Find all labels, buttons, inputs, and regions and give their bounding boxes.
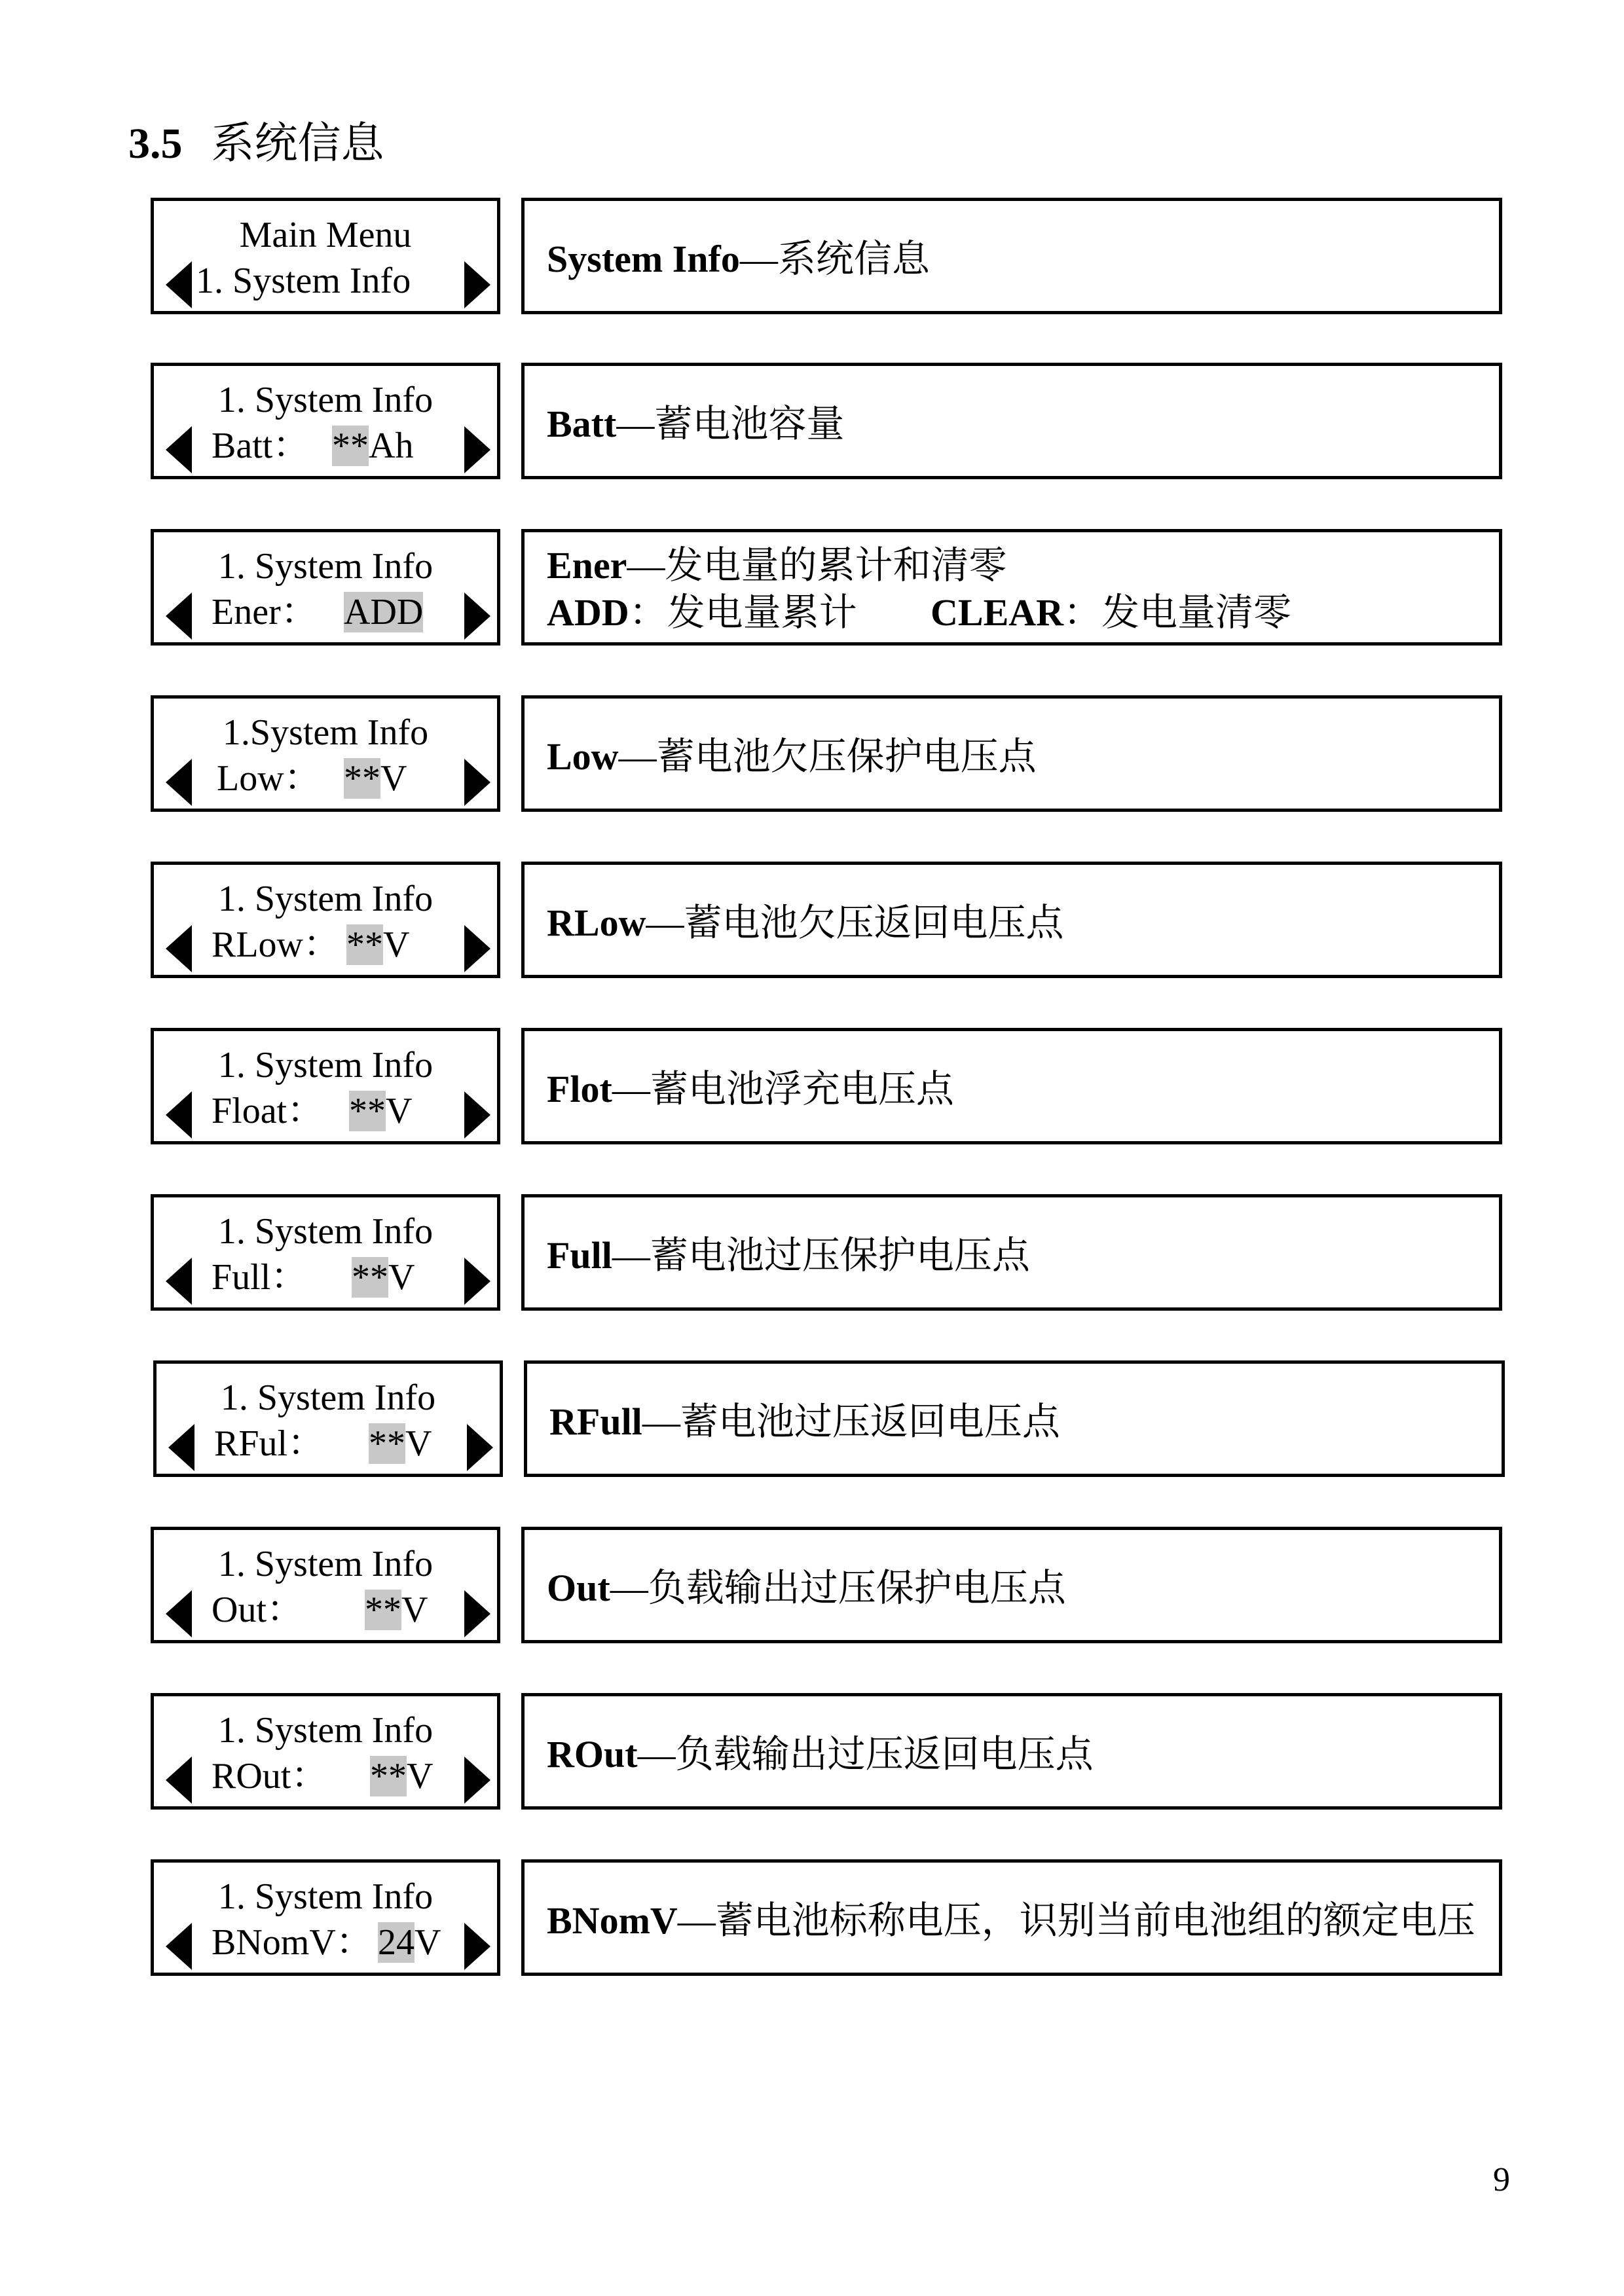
param-description: —蓄电池容量 <box>616 403 845 445</box>
lcd-param-unit: V <box>386 1091 413 1131</box>
lcd-menu-item: 1. System Info <box>196 261 411 301</box>
lcd-param-value: ** <box>349 1091 386 1131</box>
option-clear-text: ：发电量清零 <box>1063 591 1292 634</box>
lcd-title: 1. System Info <box>217 879 434 919</box>
lcd-param-unit: V <box>380 758 407 799</box>
description-box <box>521 1859 1502 1976</box>
lcd-title: 1. System Info <box>217 1045 434 1085</box>
section-title: 系统信息 <box>211 120 384 168</box>
option-add-key: ADD <box>547 591 629 634</box>
lcd-screen-out <box>151 1527 500 1643</box>
param-key: Batt <box>547 403 617 445</box>
lcd-screen-float <box>151 1028 500 1144</box>
lcd-title: 1.System Info <box>222 712 429 753</box>
lcd-title: 1. System Info <box>217 1710 434 1751</box>
lcd-screen-full <box>151 1194 500 1311</box>
lcd-param-value: ** <box>332 426 369 466</box>
left-arrow-icon[interactable] <box>166 1091 192 1139</box>
section-number: 3.5 <box>128 120 183 168</box>
lcd-param-value: ** <box>370 1756 407 1796</box>
param-description: —蓄电池过压保护电压点 <box>612 1234 1030 1277</box>
lcd-param-label: Float： <box>212 1091 324 1131</box>
right-arrow-icon[interactable] <box>464 925 490 972</box>
right-arrow-icon[interactable] <box>464 592 490 640</box>
lcd-param-unit: V <box>401 1590 428 1630</box>
left-arrow-icon[interactable] <box>166 1757 192 1804</box>
param-key: Low <box>547 735 619 778</box>
description-box <box>521 363 1502 479</box>
right-arrow-icon[interactable] <box>467 1424 493 1471</box>
lcd-param-unit: V <box>383 924 410 965</box>
option-add-text: ：发电量累计 <box>629 591 857 634</box>
lcd-screen-batt <box>151 363 500 479</box>
left-arrow-icon[interactable] <box>166 426 192 473</box>
description-box <box>521 1028 1502 1144</box>
lcd-param-value: ** <box>369 1423 405 1464</box>
lcd-param-label: RLow： <box>212 924 340 965</box>
lcd-param-label: Full： <box>212 1257 308 1298</box>
lcd-param-label: ROut： <box>212 1756 328 1796</box>
lcd-title: Main Menu <box>239 215 412 255</box>
lcd-screen-main-menu <box>151 198 500 314</box>
lcd-param-label: RFul： <box>214 1423 325 1464</box>
left-arrow-icon[interactable] <box>166 261 192 308</box>
lcd-param-value: ** <box>365 1590 401 1630</box>
param-key: BNomV <box>547 1899 678 1942</box>
lcd-param-unit: V <box>405 1423 432 1464</box>
lcd-param-label: BNomV： <box>212 1922 373 1963</box>
left-arrow-icon[interactable] <box>166 925 192 972</box>
param-key: Full <box>547 1234 612 1277</box>
right-arrow-icon[interactable] <box>464 1258 490 1305</box>
param-key: ROut <box>547 1733 638 1776</box>
lcd-screen-rout <box>151 1693 500 1810</box>
right-arrow-icon[interactable] <box>464 426 490 473</box>
lcd-title: 1. System Info <box>220 1377 436 1418</box>
param-description: —蓄电池欠压保护电压点 <box>618 735 1037 778</box>
page-number: 9 <box>1493 2161 1510 2198</box>
lcd-param-unit: V <box>388 1257 415 1298</box>
right-arrow-icon[interactable] <box>464 759 490 806</box>
lcd-param-value: ** <box>346 924 383 965</box>
param-key: Flot <box>547 1068 612 1110</box>
lcd-screen-rfull <box>153 1360 503 1477</box>
left-arrow-icon[interactable] <box>166 1258 192 1305</box>
lcd-screen-bnomv <box>151 1859 500 1976</box>
lcd-title: 1. System Info <box>217 546 434 587</box>
description-box <box>521 198 1502 314</box>
param-description: —负载输出过压返回电压点 <box>637 1733 1094 1776</box>
lcd-param-value: ** <box>352 1257 388 1298</box>
param-description: —发电量的累计和清零 <box>627 544 1007 587</box>
right-arrow-icon[interactable] <box>464 1091 490 1139</box>
param-description: —负载输出过压保护电压点 <box>610 1567 1066 1609</box>
lcd-param-unit: V <box>415 1922 441 1963</box>
left-arrow-icon[interactable] <box>166 592 192 640</box>
lcd-screen-low <box>151 695 500 812</box>
lcd-param-value: ADD <box>344 592 424 632</box>
param-description: —蓄电池过压返回电压点 <box>642 1400 1060 1443</box>
lcd-param-label: Ener： <box>212 592 318 632</box>
right-arrow-icon[interactable] <box>464 1757 490 1804</box>
right-arrow-icon[interactable] <box>464 1923 490 1970</box>
description-box <box>521 1194 1502 1311</box>
lcd-param-value: ** <box>344 758 380 799</box>
left-arrow-icon[interactable] <box>166 1923 192 1970</box>
description-box <box>521 1527 1502 1643</box>
lcd-param-label: Batt： <box>212 426 310 466</box>
param-key: Out <box>547 1567 610 1609</box>
lcd-title: 1. System Info <box>217 1876 434 1917</box>
param-key: System Info <box>547 238 740 280</box>
description-box <box>521 529 1502 646</box>
lcd-screen-ener <box>151 529 500 646</box>
lcd-param-label: Out： <box>212 1590 303 1630</box>
lcd-param-label: Low： <box>217 758 321 799</box>
param-description: —蓄电池浮充电压点 <box>612 1068 954 1110</box>
lcd-param-unit: Ah <box>369 426 414 466</box>
left-arrow-icon[interactable] <box>166 1590 192 1637</box>
description-box <box>521 862 1502 978</box>
left-arrow-icon[interactable] <box>166 759 192 806</box>
right-arrow-icon[interactable] <box>464 261 490 308</box>
lcd-title: 1. System Info <box>217 1211 434 1252</box>
section-heading <box>128 118 384 170</box>
param-description: —蓄电池标称电压，识别当前电池组的额定电压 <box>677 1899 1475 1942</box>
lcd-title: 1. System Info <box>217 1544 434 1584</box>
lcd-title: 1. System Info <box>217 380 434 420</box>
lcd-param-value: 24 <box>378 1922 415 1963</box>
right-arrow-icon[interactable] <box>464 1590 490 1637</box>
description-box <box>521 695 1502 812</box>
description-box <box>521 1693 1502 1810</box>
left-arrow-icon[interactable] <box>168 1424 194 1471</box>
param-key: Ener <box>547 544 627 587</box>
param-description: —蓄电池欠压返回电压点 <box>646 902 1064 944</box>
lcd-screen-rlow <box>151 862 500 978</box>
lcd-param-unit: V <box>407 1756 434 1796</box>
param-key: RLow <box>547 902 646 944</box>
description-box <box>524 1360 1505 1477</box>
param-key: RFull <box>549 1400 642 1443</box>
param-description: —系统信息 <box>739 238 930 280</box>
option-clear-key: CLEAR <box>931 591 1064 634</box>
